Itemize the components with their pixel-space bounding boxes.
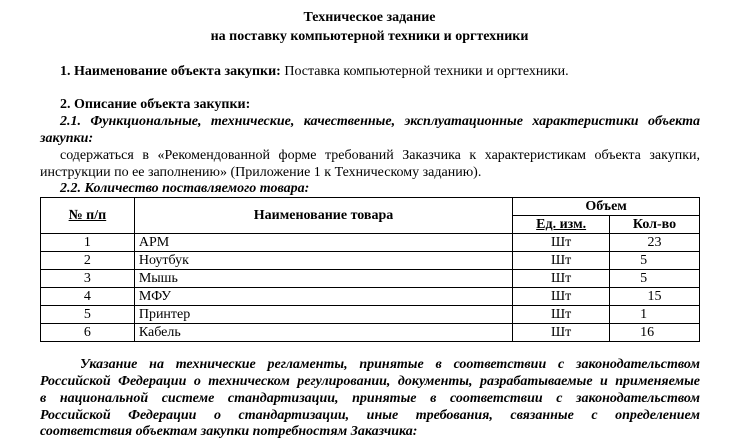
row-item-name: МФУ — [134, 288, 512, 306]
table-row — [41, 306, 700, 324]
row-quantity: 1 — [610, 306, 700, 324]
table-row — [41, 270, 700, 288]
row-unit: Шт — [513, 306, 610, 324]
regulations-line1: Указание на технические регламенты, принятые в соответствии с законодательством — [80, 357, 700, 372]
row-number: 6 — [41, 324, 135, 342]
row-quantity: 5 — [610, 252, 700, 270]
regulations-line2: Российской Федерации о техническом регулировании, документы, разрабатываемые и применяемые — [40, 374, 700, 389]
subsection-2-2: 2.2. Количество поставляемого товара: — [60, 181, 310, 196]
section2-body-line1: содержаться в «Рекомендованной форме требований Заказчика к характеристикам объекта закупки, — [60, 148, 700, 163]
subsection-2-1-line1: 2.1. Функциональные, технические, качественные, эксплуатационные характеристики объекта — [60, 114, 700, 129]
section1-value: Поставка компьютерной техники и оргтехники. — [284, 64, 569, 79]
row-item-name: АРМ — [134, 234, 512, 252]
document-title-line2: на поставку компьютерной техники и оргтехники — [210, 29, 529, 44]
row-item-name: Ноутбук — [134, 252, 512, 270]
document-title-line1: Техническое задание — [303, 10, 436, 25]
header-unit: Ед. изм. — [513, 216, 610, 234]
header-number: № п/п — [41, 198, 135, 234]
row-number: 2 — [41, 252, 135, 270]
section2-body-line2: инструкции по ее заполнению» (Приложение 1 к Техническому заданию). — [40, 165, 482, 180]
regulations-line5: соответствия объектам закупки потребностям Заказчика: — [40, 424, 418, 439]
row-unit: Шт — [513, 324, 610, 342]
table-row — [41, 252, 700, 270]
row-item-name: Мышь — [134, 270, 512, 288]
row-quantity: 15 — [610, 288, 700, 306]
row-unit: Шт — [513, 288, 610, 306]
header-volume: Объем — [513, 198, 700, 216]
row-quantity: 5 — [610, 270, 700, 288]
goods-table — [40, 197, 700, 342]
row-quantity: 16 — [610, 324, 700, 342]
row-item-name: Кабель — [134, 324, 512, 342]
row-number: 5 — [41, 306, 135, 324]
row-unit: Шт — [513, 234, 610, 252]
row-number: 3 — [41, 270, 135, 288]
regulations-line4: Российской Федерации о стандартизации, иные требования, связанные с определением — [40, 408, 700, 423]
row-item-name: Принтер — [134, 306, 512, 324]
row-unit: Шт — [513, 252, 610, 270]
header-quantity: Кол-во — [610, 216, 700, 234]
regulations-line3: в национальной системе стандартизации, принятые в соответствии с законодательством — [40, 391, 700, 406]
table-row — [41, 288, 700, 306]
section1-label: 1. Наименование объекта закупки: — [60, 64, 281, 79]
subsection-2-1-line2: закупки: — [40, 131, 94, 146]
section1-line — [60, 64, 569, 80]
table-row — [41, 234, 700, 252]
row-number: 4 — [41, 288, 135, 306]
row-quantity: 23 — [610, 234, 700, 252]
header-item-name: Наименование товара — [134, 198, 512, 234]
row-unit: Шт — [513, 270, 610, 288]
table-row — [41, 324, 700, 342]
section2-heading: 2. Описание объекта закупки: — [60, 97, 251, 112]
row-number: 1 — [41, 234, 135, 252]
